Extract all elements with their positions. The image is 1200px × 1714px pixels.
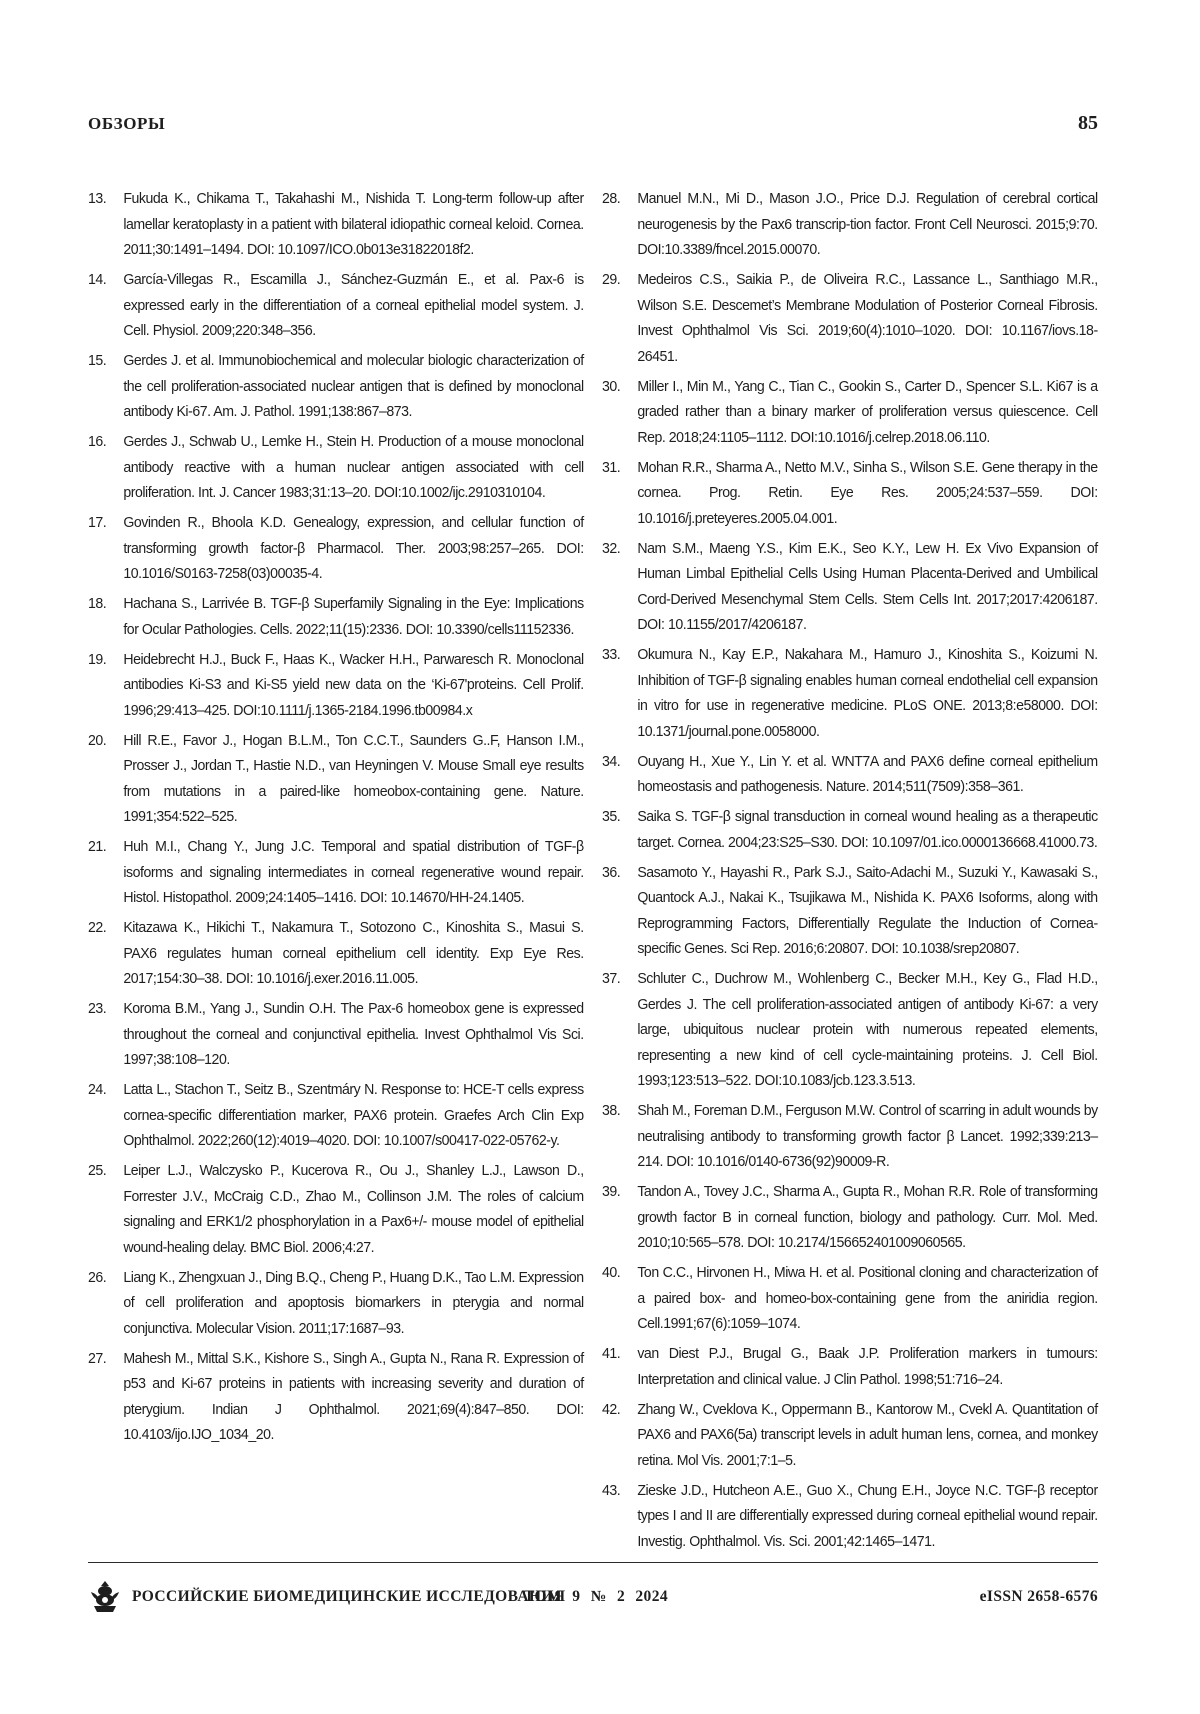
reference-item [602,860,1098,962]
reference-item [88,996,584,1073]
reference-item [602,267,1098,369]
reference-text: Tandon A., Tovey J.C., Sharma A., Gupta R., Mohan R.R. Role of transforming growth factor Β in corneal function, biology and pathology. Curr. Mol. Med. 2010;10:565–578. DOI: 10.2174/156652401009060565. [637,1183,1098,1251]
reference-item [602,1098,1098,1175]
reference-text: Mohan R.R., Sharma A., Netto M.V., Sinha S., Wilson S.E. Gene therapy in the cornea. Prog. Retin. Eye Res. 2005;24:537–559. DOI: 10.1016/j.preteyeres.2005.04.001. [637,458,1098,527]
reference-number: 25. [88,1162,107,1179]
reference-text: Saika S. TGF-β signal transduction in corneal wound healing as a therapeutic target. Cornea. 2004;23:S25–S30. DOI: 10.1097/01.ico.0000136668.41000.73. [637,808,1098,851]
reference-number: 23. [88,1000,107,1017]
reference-number: 19. [88,650,107,668]
reference-item [88,1158,584,1260]
reference-item [602,804,1098,855]
journal-volume-info: ТОМ 9 № 2 2024 [524,1588,668,1605]
reference-item [88,267,584,344]
reference-text: Gerdes J. et al. Immunobiochemical and molecular biologic characterization of the cell proliferation-associated nuclear antigen that is defined by monoclonal antibody Ki-67. Am. J. Pathol. 1991;138:867–873. [123,352,584,420]
reference-item [88,915,584,992]
reference-item [602,1260,1098,1337]
reference-text: Okumura N., Kay E.P., Nakahara M., Hamuro J., Kinoshita S., Koizumi N. Inhibition of TGF-β signaling enables human corneal endothelial cell expansion in vitro for use in regenerative medicine. PLoS ONE. 2013;8:e58000. DOI: 10.1371/journal.pone.0058000. [637,646,1098,740]
reference-text: van Diest P.J., Brugal G., Baak J.P. Proliferation markers in tumours: Interpretation and clinical value. J Clin Pathol. 1998;51:716–24. [637,1345,1098,1388]
reference-text: Latta L., Stachon T., Seitz B., Szentmáry N. Response to: HCE-T cells express cornea-specific differentiation marker, PAX6 protein. Graefes Arch Clin Exp Ophthalmol. 2022;260(12):4019–4020. DOI: 10.1007/s00417-022-05762-y. [123,1081,584,1149]
reference-item [88,186,584,263]
reference-number: 16. [88,433,107,450]
reference-text: Manuel M.N., Mi D., Mason J.O., Price D.J. Regulation of cerebral cortical neurogenesis by the Pax6 transcrip-tion factor. Front Cell Neurosci. 2015;9:70. DOI:10.3389/fncel.2015.00070. [637,190,1098,258]
reference-text: Zieske J.D., Hutcheon A.E., Guo X., Chung E.H., Joyce N.C. TGF-β receptor types I and II are differentially expressed during corneal epithelial wound repair. Investig. Ophthalmol. Vis. Sci. 2001;42:1465–1471. [637,1481,1098,1550]
reference-text: Gerdes J., Schwab U., Lemke H., Stein H. Production of a mouse monoclonal antibody reactive with a human nuclear antigen associated with cell proliferation. Int. J. Cancer 1983;31:13–20. DOI:10.1002/ijc.2910310104. [123,433,584,501]
reference-number: 40. [602,1264,621,1281]
reference-item [88,728,584,830]
reference-text: Huh M.I., Chang Y., Jung J.C. Temporal and spatial distribution of TGF-β isoforms and signaling intermediates in corneal regenerative wound repair. Histol. Histopathol. 2009;24:1405–1416. DOI: 10.14670/HH-24.1405. [123,838,584,906]
reference-text: Nam S.M., Maeng Y.S., Kim E.K., Seo K.Y., Lew H. Ex Vivo Expansion of Human Limbal Epithelial Cells Using Human Placenta-Derived and Umbilical Cord-Derived Mesenchymal Stem Cells. Stem Cells Int. 2017;2017:4206187. DOI: 10.1155/2017/4206187. [637,539,1098,633]
reference-number: 39. [602,1183,621,1200]
reference-text: Liang K., Zhengxuan J., Ding B.Q., Cheng P., Huang D.K., Tao L.M. Expression of cell proliferation and apoptosis biomarkers in pterygia and normal conjunctiva. Molecular Vision. 2011;17:1687–93. [123,1268,584,1337]
reference-text: Koroma B.M., Yang J., Sundin O.H. The Pax-6 homeobox gene is expressed throughout the corneal and conjunctival epithelia. Invest Ophthalmol Vis Sci. 1997;38:108–120. [123,1000,584,1068]
reference-item [88,1265,584,1342]
reference-text: Ouyang H., Xue Y., Lin Y. et al. WNT7A and PAX6 define corneal epithelium homeostasis and pathogenesis. Nature. 2014;511(7509):358–361. [637,752,1098,795]
references-column-left [88,186,584,1452]
reference-number: 32. [602,539,621,557]
page-footer [88,1580,1098,1616]
reference-text: Ton C.C., Hirvonen H., Miwa H. et al. Positional cloning and characterization of a paired box- and homeo-box-containing gene from the aniridia region. Cell.1991;67(6):1059–1074. [637,1264,1098,1332]
reference-text: García-Villegas R., Escamilla J., Sánchez-Guzmán E., et al. Pax-6 is expressed early in the differentiation of a corneal epithelial model system. J. Cell. Physiol. 2009;220:348–356. [123,271,584,339]
journal-name: РОССИЙСКИЕ БИОМЕДИЦИНСКИЕ ИССЛЕДОВАНИЯ [132,1588,566,1605]
reference-number: 37. [602,970,621,987]
reference-item [602,966,1098,1094]
reference-item [88,429,584,506]
reference-text: Hachana S., Larrivée B. TGF-β Superfamily Signaling in the Eye: Implications for Ocular Pathologies. Cells. 2022;11(15):2336. DOI: 10.3390/cells11152336. [123,595,584,638]
reference-text: Mahesh M., Mittal S.K., Kishore S., Singh A., Gupta N., Rana R. Expression of p53 and Ki-67 proteins in patients with increasing severity and duration of pterygium. Indian J Ophthalmol. 2021;69(4):847–850. DOI: 10.4103/ijo.IJO_1034_20. [123,1349,584,1443]
reference-item [602,1179,1098,1256]
page-header [88,110,1098,140]
reference-item [602,455,1098,532]
reference-item [602,1397,1098,1474]
reference-number: 36. [602,863,621,881]
reference-item [602,642,1098,744]
reference-text: Govinden R., Bhoola K.D. Genealogy, expression, and cellular function of transforming growth factor-β Pharmacol. Ther. 2003;98:257–265. DOI: 10.1016/S0163-7258(03)00035-4. [123,514,584,582]
reference-number: 35. [602,808,621,825]
reference-number: 22. [88,919,107,936]
reference-text: Leiper L.J., Walczysko P., Kucerova R., Ou J., Shanley L.J., Lawson D., Forrester J.V., McCraig C.D., Zhao M., Collinson J.M. The roles of calcium signaling and ERK1/2 phosphorylation in a Pax6+/- mouse model of epithelial wound-healing delay. BMC Biol. 2006;4:27. [123,1162,584,1256]
reference-item [88,834,584,911]
reference-item [88,510,584,587]
reference-number: 29. [602,271,621,288]
reference-number: 21. [88,838,107,855]
reference-number: 24. [88,1081,107,1098]
reference-item [602,1478,1098,1555]
reference-item [602,374,1098,451]
reference-text: Medeiros C.S., Saikia P., de Oliveira R.C., Lassance L., Santhiago M.R., Wilson S.E. Descemet’s Membrane Modulation of Posterior Corneal Fibrosis. Invest Ophthalmol Vis Sci. 2019;60(4):1010–1020. DOI: 10.1167/iovs.18-26451. [637,271,1098,365]
reference-text: Miller I., Min M., Yang C., Tian C., Gookin S., Carter D., Spencer S.L. Ki67 is a graded rather than a binary marker of proliferation versus quiescence. Cell Rep. 2018;24:1105–1112. DOI:10.1016/j.celrep.2018.06.110. [637,377,1098,446]
journal-eissn: eISSN 2658-6576 [979,1588,1098,1605]
reference-number: 31. [602,458,621,476]
reference-number: 43. [602,1481,621,1499]
reference-text: Hill R.E., Favor J., Hogan B.L.M., Ton C.C.T., Saunders G..F, Hanson I.M., Prosser J., Jordan T., Hastie N.D., van Heyningen V. Mouse Small eye results from mutations in a paired-like homeobox-containing gene. Nature. 1991;354:522–525. [123,731,584,825]
reference-text: Kitazawa K., Hikichi T., Nakamura T., Sotozono C., Kinoshita S., Masui S. PAX6 regulates human corneal epithelium cell identity. Exp Eye Res. 2017;154:30–38. DOI: 10.1016/j.exer.2016.11.005. [123,919,584,987]
reference-number: 27. [88,1349,107,1367]
reference-item [88,1346,584,1448]
reference-item [602,1341,1098,1392]
reference-number: 18. [88,595,107,612]
reference-number: 13. [88,190,107,207]
reference-text: Shah M., Foreman D.M., Ferguson M.W. Control of scarring in adult wounds by neutralising antibody to transforming growth factor β Lancet. 1992;339:213–214. DOI: 10.1016/0140-6736(92)90009-R. [637,1102,1098,1170]
reference-number: 41. [602,1345,621,1362]
reference-item [602,536,1098,638]
reference-number: 28. [602,190,621,207]
page-number: 85 [1078,112,1098,134]
reference-item [88,1077,584,1154]
reference-number: 15. [88,352,107,369]
reference-number: 30. [602,377,621,395]
reference-number: 38. [602,1102,621,1119]
reference-number: 34. [602,752,621,770]
references-column-right [602,186,1098,1559]
reference-item [88,591,584,642]
journal-emblem-icon [88,1580,122,1614]
reference-text: Fukuda K., Chikama T., Takahashi M., Nishida T. Long-term follow-up after lamellar keratoplasty in a patient with bilateral idiopathic corneal keloid. Cornea. 2011;30:1491–1494. DOI: 10.1097/ICO.0b013e31822018f2. [123,190,584,258]
reference-item [88,647,584,724]
reference-text: Zhang W., Cveklova K., Oppermann B., Kantorow M., Cvekl A. Quantitation of PAX6 and PAX6(5a) transcript levels in adult human lens, cornea, and monkey retina. Mol Vis. 2001;7:1–5. [637,1400,1098,1469]
section-title: ОБЗОРЫ [88,114,166,133]
reference-number: 33. [602,646,621,663]
reference-text: Heidebrecht H.J., Buck F., Haas K., Wacker H.H., Parwaresch R. Monoclonal antibodies Ki-S3 and Ki-S5 yield new data on the ‘Ki-67'proteins. Cell Prolif. 1996;29:413–425. DOI:10.1111/j.1365-2184.1996.tb00984.x [123,650,584,719]
reference-item [602,186,1098,263]
reference-number: 20. [88,731,107,749]
reference-text: Sasamoto Y., Hayashi R., Park S.J., Saito-Adachi M., Suzuki Y., Kawasaki S., Quantock A.J., Nakai K., Tsujikawa M., Nishida K. PAX6 Isoforms, along with Reprogramming Factors, Differentially Regulate the Induction of Cornea-specific Genes. Sci Rep. 2016;6:20807. DOI: 10.1038/srep20807. [637,863,1098,957]
reference-number: 17. [88,514,107,531]
reference-text: Schluter C., Duchrow M., Wohlenberg C., Becker M.H., Key G., Flad H.D., Gerdes J. The cell proliferation-associated antigen of antibody Ki-67: a very large, ubiquitous nuclear protein with numerous repeated elements, representing a new kind of cell cycle-maintaining proteins. J. Cell Biol. 1993;123:513–522. DOI:10.1083/jcb.123.3.513. [637,970,1098,1089]
reference-number: 26. [88,1268,107,1286]
reference-item [602,749,1098,800]
reference-number: 14. [88,271,107,288]
footer-divider [88,1562,1098,1563]
reference-number: 42. [602,1400,621,1418]
reference-item [88,348,584,425]
